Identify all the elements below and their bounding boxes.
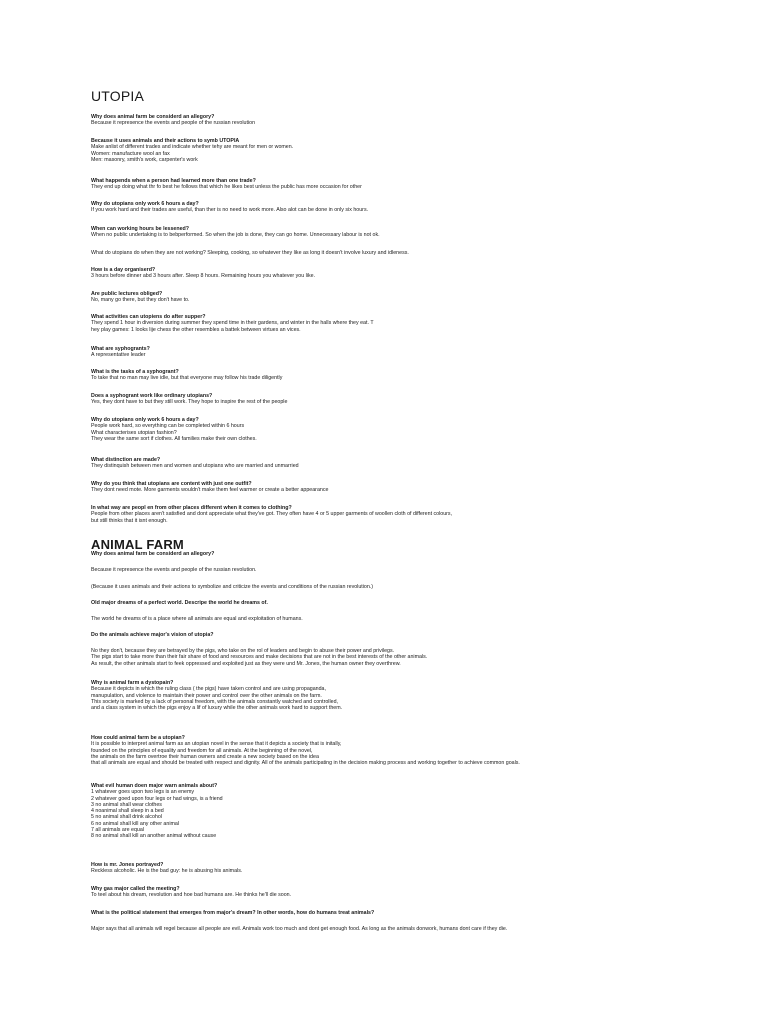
qa-block	[91, 457, 731, 470]
answer-line: 5 no animal shall drink alcohol	[91, 814, 162, 821]
qa-block	[91, 314, 731, 333]
answer-line: No they don't, because they are betrayed by the pigs, who take on the rol of leaders and begin to abuse their power and privilegs.	[91, 648, 395, 654]
answer-line: hey play games: 1 looks lije chess the other resembles a battek between virtues an vices.	[91, 326, 301, 333]
answer-line: Because it represence the events and people of the russian revolution	[91, 120, 256, 127]
answer-line: The world he dreams of is a place where all animals are equal and exploitation of humans.	[91, 616, 303, 622]
qa-block	[91, 600, 731, 606]
answer-line: They dont need mote. More garments wouldn't make them feel warmer or create a better appearance	[91, 487, 329, 494]
question: What evil human doen major warn animals about?	[91, 783, 218, 789]
answer-line: If you work hard and their trades are useful, than ther is no need to work more. Also alot can be done in only six hours.	[91, 207, 369, 214]
qa-block	[91, 926, 731, 932]
qa-block	[91, 616, 731, 622]
question: What are syphogrants?	[91, 346, 150, 352]
answer-line: and a class system in which the pigs enjoy a lif of luxury while the other animals work hard to support them.	[91, 705, 343, 712]
answer-line: Women: manufacture wool an fax	[91, 150, 170, 157]
answer-line: Major says that all animals will regel because all people are evil. Animals work too much and dont get enough food. As long as the animals donwork, humans dont care if they die.	[91, 926, 508, 932]
question: In what way are peopl en from other places different when it comes to clothing?	[91, 505, 292, 511]
question: Does a syphogrant work like ordinary utopians?	[91, 393, 213, 399]
question: Why do utopians only work 6 hours a day?	[91, 417, 199, 423]
answer-line: (Because it uses animals and their actions to symbolize and criticize the events and conditions of the russian revolution.)	[91, 584, 374, 590]
qa-block	[91, 291, 731, 304]
qa-block	[91, 551, 731, 557]
answer-line: Make anlist of different trades and indicate whether tehy are meant for men or women.	[91, 144, 294, 151]
question: What activities can utopiens do after supper?	[91, 314, 206, 320]
answer-line: They end up doing what thr fo best he follows that which he likes best unless the public has more occasion for other	[91, 184, 362, 191]
question: Do the animals achieve major's vision of utopia?	[91, 632, 214, 638]
answer-line: To teel about his dream, revolution and hoe bad humans are. He thinks he'll die soon.	[91, 892, 292, 899]
qa-block	[91, 648, 731, 667]
qa-block	[91, 346, 731, 359]
answer-line: 4 noanimal shall sleep in a bed	[91, 808, 164, 815]
answer-line: 8 no animal shall kill an another animal without cause	[91, 833, 217, 840]
question: What happends when a person had learned more than one trade?	[91, 178, 256, 184]
answer-line: Because it depicts in which the ruling class ( the pigs) have taken control and are using propaganda,	[91, 686, 326, 693]
section-title-animal-farm: ANIMAL FARM	[91, 537, 184, 552]
answer-line: 3 hours before dinner abd 3 hours after. Sleep 8 hours. Remaining hours you whatever you like.	[91, 273, 316, 280]
question: How could animal farm be a utopian?	[91, 735, 185, 741]
qa-block	[91, 138, 731, 163]
qa-block	[91, 886, 731, 899]
question: Are public lectures obliged?	[91, 291, 163, 297]
qa-block	[91, 567, 731, 573]
qa-block	[91, 505, 731, 524]
qa-block	[91, 632, 731, 638]
question: How is a day organiserd?	[91, 267, 156, 273]
answer-line: To take that no man may live idle, but that everyone may follow his trade diligently	[91, 375, 283, 382]
answer-line: the animals on the farm overtroe their human owners and create a new society based on the idea	[91, 753, 319, 760]
question: Old major dreams of a perfect world. Descripe the world he dreams of.	[91, 600, 268, 606]
answer-line: manupulation, and violence to maintain their power and control over the other animals on the farm.	[91, 692, 322, 699]
answer-line: When no public undertaking is to bebperformed. So when the job is done, they can go home. Unnecessary labour is not ok.	[91, 232, 380, 239]
answer-line: but still thinks that it isnt enough.	[91, 517, 168, 524]
answer-line: that all animals are equal and should be treated with respect and dignity. All of the animals participating in the decision making process and working together to achieve common goals.	[91, 760, 520, 767]
answer-line: It is possible to interpret animal farm as an utopian novel in the sense that it depicts a society that is initally,	[91, 741, 342, 748]
qa-block	[91, 735, 731, 766]
question: Why do utopians only work 6 hours a day?	[91, 201, 199, 207]
section-title-utopia: UTOPIA	[91, 88, 145, 104]
qa-block	[91, 481, 731, 494]
qa-block	[91, 267, 731, 280]
answer-line: They spend 1 hour in diversion during summer they spend time in their gardens, and winter in the halls where they eat. T	[91, 320, 374, 327]
qa-block	[91, 178, 731, 191]
answer-line: founded on the principles of equality and freedom for all animals. At the beginning of the novel,	[91, 747, 313, 754]
qa-block	[91, 783, 731, 840]
question: What is the tasks of a syphogrant?	[91, 369, 179, 375]
question: Why does animal farm be considerd an allegory?	[91, 551, 215, 557]
answer-line: This society is marked by a lack of personal freedom, with the animals constantly watched and controlled,	[91, 698, 339, 705]
qa-block	[91, 393, 731, 406]
question: Why does animal farm be considerd an allegory?	[91, 114, 215, 120]
answer-line: 1 whatever goes upon two legs is an enemy	[91, 789, 195, 796]
answer-line: 6 no animal shall kill any other animal	[91, 820, 180, 827]
answer-line: Yes, they dont have to but they still work. They hope to inspire the rest of the people	[91, 399, 288, 406]
qa-block	[91, 417, 731, 442]
answer-line: As result, the other animals start to feek oppressed and exploited just as they were und Mr. Jones, the human owner they overthrew.	[91, 660, 401, 667]
answer-line: Men: masonry, smith's work, carpenter's work	[91, 156, 198, 163]
qa-block	[91, 250, 731, 256]
question: What is the political statement that emerges from major's dream? In other words, how do humans treat animals?	[91, 910, 375, 916]
answer-line: They wear the same sort if clothes. All families make their own clothes.	[91, 435, 257, 442]
answer-line: Because it represence the events and people of the russian revolution.	[91, 567, 257, 573]
question: How is mr. Jones portrayed?	[91, 862, 164, 868]
question: Why do you think that utopians are content with just one outfit?	[91, 481, 252, 487]
qa-block	[91, 584, 731, 590]
question: Because it uses animals and their actions to symb UTOPIA	[91, 138, 240, 144]
qa-block	[91, 910, 731, 916]
qa-block	[91, 862, 731, 875]
qa-block	[91, 369, 731, 382]
answer-line: People from other places aren't satisfied and dont appreciate what they've got. They often have 4 or 5 upper garments of woollen cloth of different colours,	[91, 511, 453, 518]
qa-block	[91, 114, 731, 127]
qa-block	[91, 201, 731, 214]
question: Why gas major called the meeting?	[91, 886, 180, 892]
answer-line: 7 all animals are equal	[91, 827, 144, 834]
answer-line: Reckless alcoholic. He is the bad guy: he is abusing his animals.	[91, 868, 243, 875]
answer-line: People work hard, so everything can be completed within 6 hours	[91, 423, 245, 430]
qa-block	[91, 680, 731, 711]
answer-line: A representative leader	[91, 352, 146, 359]
question: When can working hours be lessened?	[91, 226, 190, 232]
answer-line: The pigs start to take more than their fair share of food and resources and make decisions that are not in the best interests of the other animals.	[91, 654, 428, 661]
answer-line: 3 no animal shall wear clothes	[91, 801, 162, 808]
answer-line: They distinquish between men and women and utopians who are married and unmarried	[91, 463, 299, 470]
answer-line: What characterises utopian fashion?	[91, 429, 177, 436]
qa-block	[91, 226, 731, 239]
answer-line: 2 whatever goed upon four legs or had wings, is a friend	[91, 795, 223, 802]
question: What distinction are made?	[91, 457, 161, 463]
answer-line: No, many go there, but they don't have to.	[91, 297, 190, 304]
question: Why is animal farm a dystopain?	[91, 680, 174, 686]
answer-line: What do utopians do when they are not working? Sleeping, cooking, so whatever they like as long it doesn't involve luxury and idleness.	[91, 250, 409, 256]
